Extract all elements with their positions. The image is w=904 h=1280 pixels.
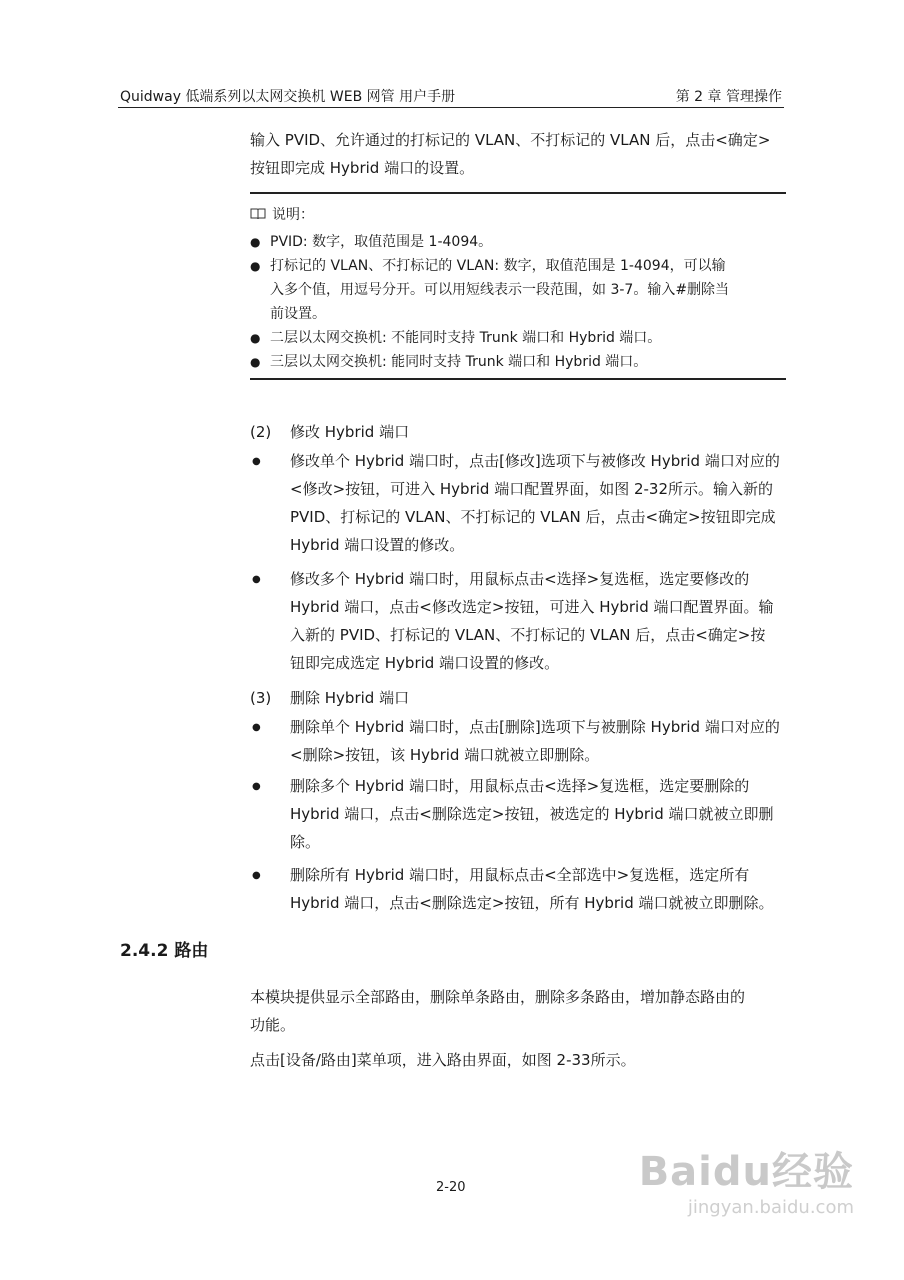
header-title: Quidway 低端系列以太网交换机 WEB 网管 用户手册 xyxy=(120,89,456,105)
section-3-bullet-1 xyxy=(290,713,780,769)
watermark xyxy=(639,1140,854,1218)
bullet-line: 除。 xyxy=(290,833,321,851)
bullet-line: 删除所有 Hybrid 端口时，用鼠标点击<全部选中>复选框，选定所有 xyxy=(290,866,750,884)
bullet-line: 修改单个 Hybrid 端口时，点击[修改]选项下与被修改 Hybrid 端口对应的 xyxy=(290,452,780,470)
bullet-icon: ● xyxy=(252,456,261,467)
note-line: 入多个值，用逗号分开。可以用短线表示一段范围，如 3-7。输入#删除当 xyxy=(270,282,730,298)
bullet-icon: ● xyxy=(252,722,261,733)
note-line: 二层以太网交换机: 不能同时支持 Trunk 端口和 Hybrid 端口。 xyxy=(270,330,662,346)
bullet-icon: ● xyxy=(250,331,261,345)
note-bottom-rule xyxy=(250,378,786,380)
bullet-icon: ● xyxy=(250,235,261,249)
bullet-line: Hybrid 端口，点击<修改选定>按钮，可进入 Hybrid 端口配置界面。输 xyxy=(290,598,774,616)
book-icon xyxy=(250,208,266,220)
note-line: PVID: 数字，取值范围是 1-4094。 xyxy=(270,234,493,250)
bullet-icon: ● xyxy=(250,259,261,273)
note-line: 打标记的 VLAN、不打标记的 VLAN: 数字，取值范围是 1-4094，可以输 xyxy=(270,258,726,274)
note-title-text: 说明： xyxy=(272,207,314,223)
note-item xyxy=(250,350,790,374)
intro-line-1: 输入 PVID、允许通过的打标记的 VLAN、不打标记的 VLAN 后，点击<确定> xyxy=(250,131,771,149)
body-line: 功能。 xyxy=(250,1016,296,1034)
note-line: 三层以太网交换机: 能同时支持 Trunk 端口和 Hybrid 端口。 xyxy=(270,354,648,370)
section-3-bullet-3 xyxy=(290,861,774,917)
intro-line-2: 按钮即完成 Hybrid 端口的设置。 xyxy=(250,159,475,177)
note-item xyxy=(250,254,790,326)
section-3-title: 删除 Hybrid 端口 xyxy=(290,689,410,707)
bullet-line: Hybrid 端口，点击<删除选定>按钮，所有 Hybrid 端口就被立即删除。 xyxy=(290,894,774,912)
bullet-icon: ● xyxy=(252,781,261,792)
note-item xyxy=(250,230,790,254)
note-line: 前设置。 xyxy=(270,306,326,322)
watermark-logo: Baidu经验 xyxy=(638,1149,854,1195)
bullet-line: Hybrid 端口设置的修改。 xyxy=(290,536,465,554)
body-paragraph-2: 点击[设备/路由]菜单项，进入路由界面，如图 2-33所示。 xyxy=(250,1051,636,1069)
bullet-line: <修改>按钮，可进入 Hybrid 端口配置界面，如图 2-32所示。输入新的 xyxy=(290,480,774,498)
section-2-bullet-2 xyxy=(290,565,774,677)
bullet-line: 删除多个 Hybrid 端口时，用鼠标点击<选择>复选框，选定要删除的 xyxy=(290,777,750,795)
bullet-line: 修改多个 Hybrid 端口时，用鼠标点击<选择>复选框，选定要修改的 xyxy=(290,570,750,588)
note-item xyxy=(250,326,790,350)
bullet-line: 钮即完成选定 Hybrid 端口设置的修改。 xyxy=(290,654,560,672)
bullet-line: 入新的 PVID、打标记的 VLAN、不打标记的 VLAN 后，点击<确定>按 xyxy=(290,626,766,644)
bullet-icon: ● xyxy=(252,574,261,585)
section-heading: 2.4.2 路由 xyxy=(120,941,209,961)
section-2-title: 修改 Hybrid 端口 xyxy=(290,423,410,441)
note-list xyxy=(250,230,790,374)
watermark-url: jingyan.baidu.com xyxy=(687,1197,854,1218)
body-paragraph-1 xyxy=(250,983,745,1039)
page-number: 2-20 xyxy=(436,1180,466,1195)
note-top-rule xyxy=(250,192,786,194)
bullet-icon: ● xyxy=(250,355,261,369)
bullet-line: <删除>按钮，该 Hybrid 端口就被立即删除。 xyxy=(290,746,600,764)
note-title xyxy=(250,204,314,224)
section-2-number: (2) xyxy=(250,423,272,441)
header-divider xyxy=(118,107,784,108)
bullet-icon: ● xyxy=(252,870,261,881)
bullet-line: PVID、打标记的 VLAN、不打标记的 VLAN 后，点击<确定>按钮即完成 xyxy=(290,508,776,526)
bullet-line: 删除单个 Hybrid 端口时，点击[删除]选项下与被删除 Hybrid 端口对应的 xyxy=(290,718,780,736)
chapter-title: 第 2 章 管理操作 xyxy=(675,89,782,105)
section-3-bullet-2 xyxy=(290,772,774,856)
section-3-number: (3) xyxy=(250,689,272,707)
bullet-line: Hybrid 端口，点击<删除选定>按钮，被选定的 Hybrid 端口就被立即删 xyxy=(290,805,774,823)
section-2-bullet-1 xyxy=(290,447,780,559)
body-line: 本模块提供显示全部路由，删除单条路由，删除多条路由，增加静态路由的 xyxy=(250,988,746,1006)
